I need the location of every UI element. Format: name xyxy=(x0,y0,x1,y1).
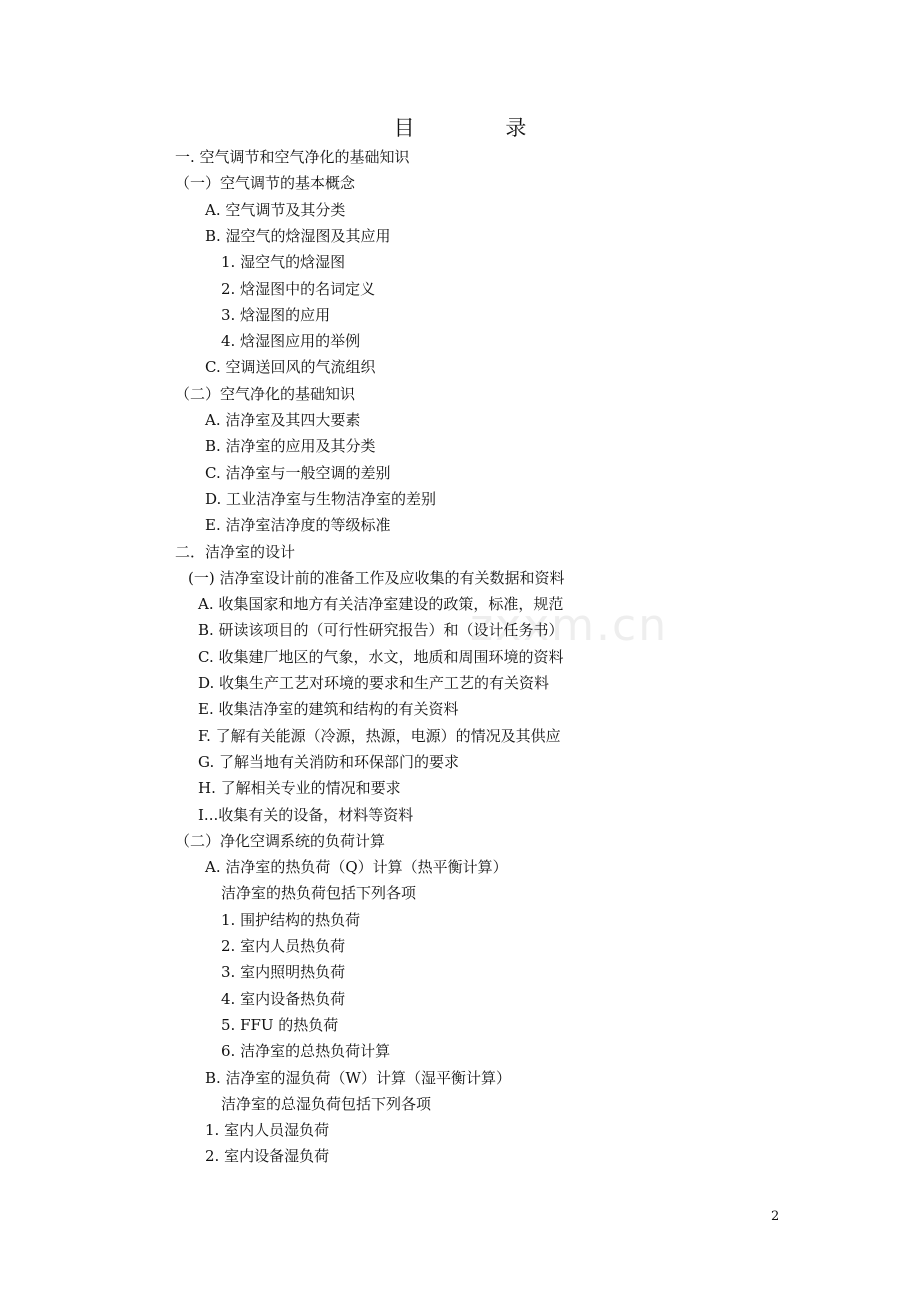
toc-entry: B. 洁净室的应用及其分类 xyxy=(205,437,376,455)
toc-entry: B. 洁净室的湿负荷（W）计算（湿平衡计算） xyxy=(205,1069,511,1087)
toc-entry: 2. 焓湿图中的名词定义 xyxy=(221,280,376,298)
toc-entry: E. 洁净室洁净度的等级标准 xyxy=(205,516,391,534)
toc-entry: C. 空调送回风的气流组织 xyxy=(205,358,376,376)
toc-entry: 2. 室内人员热负荷 xyxy=(221,937,346,955)
toc-entry: 1. 湿空气的焓湿图 xyxy=(221,253,346,271)
toc-entry: A. 空气调节及其分类 xyxy=(205,201,346,219)
toc-entry: B. 研读该项目的（可行性研究报告）和（设计任务书） xyxy=(198,621,564,639)
toc-entry: 2. 室内设备湿负荷 xyxy=(205,1147,330,1165)
toc-entry: B. 湿空气的焓湿图及其应用 xyxy=(205,227,391,245)
toc-entry: (一) 洁净室设计前的准备工作及应收集的有关数据和资料 xyxy=(188,569,565,587)
toc-entry: C. 收集建厂地区的气象，水文，地质和周围环境的资料 xyxy=(198,648,564,666)
watermark: zxxm.cn xyxy=(470,600,669,651)
toc-entry: 6. 洁净室的总热负荷计算 xyxy=(221,1042,391,1060)
toc-entry: G. 了解当地有关消防和环保部门的要求 xyxy=(198,753,459,771)
toc-entry: 一. 空气调节和空气净化的基础知识 xyxy=(175,148,410,166)
toc-entry: （一）空气调节的基本概念 xyxy=(175,174,356,192)
toc-entry: I...收集有关的设备，材料等资料 xyxy=(198,806,414,824)
toc-entry: （二）净化空调系统的负荷计算 xyxy=(175,832,386,850)
toc-entry: E. 收集洁净室的建筑和结构的有关资料 xyxy=(198,700,459,718)
toc-entry: 4. 室内设备热负荷 xyxy=(221,990,346,1008)
toc-entry: （二）空气净化的基础知识 xyxy=(175,385,356,403)
toc-entry: H. 了解相关专业的情况和要求 xyxy=(198,779,401,797)
toc-entry: 4. 焓湿图应用的举例 xyxy=(221,332,361,350)
page-title: 目 录 xyxy=(393,116,569,140)
toc-entry: C. 洁净室与一般空调的差别 xyxy=(205,464,391,482)
toc-entry: A. 收集国家和地方有关洁净室建设的政策，标准，规范 xyxy=(198,595,564,613)
toc-entry: 5. FFU 的热负荷 xyxy=(221,1016,339,1034)
toc-entry: 3. 室内照明热负荷 xyxy=(221,963,346,981)
toc-entry: D. 收集生产工艺对环境的要求和生产工艺的有关资料 xyxy=(198,674,550,692)
toc-entry: A. 洁净室及其四大要素 xyxy=(205,411,361,429)
toc-entry: 洁净室的热负荷包括下列各项 xyxy=(221,884,417,902)
toc-entry: 3. 焓湿图的应用 xyxy=(221,306,331,324)
toc-entry: 1. 室内人员湿负荷 xyxy=(205,1121,330,1139)
toc-entry: F. 了解有关能源（冷源，热源，电源）的情况及其供应 xyxy=(198,727,561,745)
toc-entry: 二．洁净室的设计 xyxy=(175,543,296,561)
toc-entry: A. 洁净室的热负荷（Q）计算（热平衡计算） xyxy=(205,858,508,876)
toc-entry: D. 工业洁净室与生物洁净室的差别 xyxy=(205,490,437,508)
toc-entry: 洁净室的总湿负荷包括下列各项 xyxy=(221,1095,432,1113)
toc-entry: 1. 围护结构的热负荷 xyxy=(221,911,361,929)
page-number: 2 xyxy=(771,1209,780,1224)
